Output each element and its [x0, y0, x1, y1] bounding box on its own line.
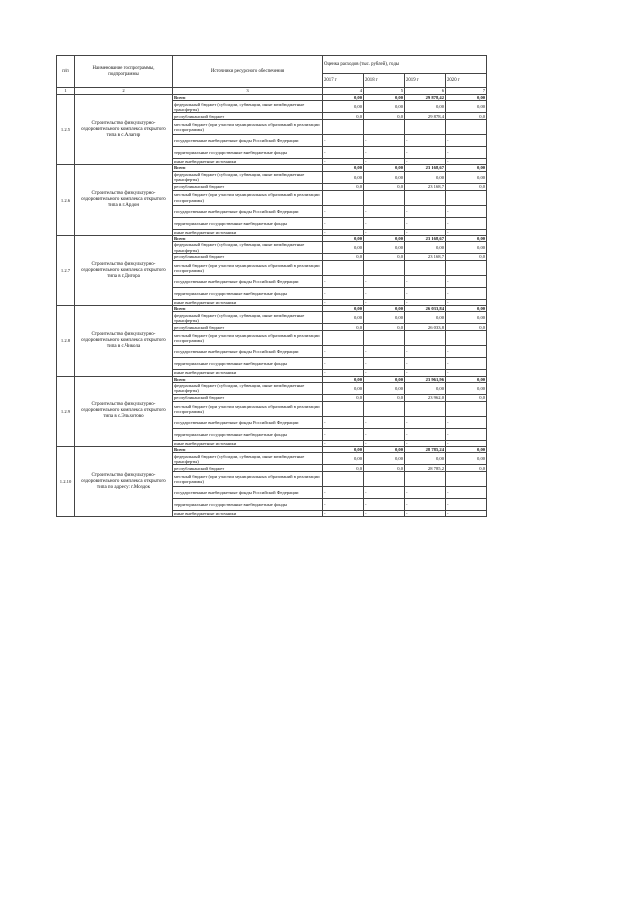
amount-cell: - — [323, 135, 364, 147]
amount-cell: 0,00 — [405, 242, 446, 254]
amount-cell — [364, 401, 405, 416]
amount-cell: - — [364, 159, 405, 165]
amount-cell: 0,0 — [446, 183, 487, 190]
amount-cell: 0,00 — [364, 95, 405, 101]
amount-cell — [446, 472, 487, 487]
amount-cell: - — [446, 346, 487, 358]
amount-cell: - — [446, 217, 487, 229]
amount-cell: 0,00 — [405, 382, 446, 394]
amount-cell: - — [446, 487, 487, 499]
amount-cell: - — [446, 499, 487, 511]
amount-cell — [405, 120, 446, 135]
funding-source: Всего — [173, 235, 323, 241]
amount-cell — [405, 331, 446, 346]
amount-cell: 0,00 — [323, 235, 364, 241]
section-number: 1.2.5 — [57, 95, 75, 165]
amount-cell: - — [364, 217, 405, 229]
amount-cell: 29 878,4 — [405, 113, 446, 120]
amount-cell: - — [364, 499, 405, 511]
section-number: 1.2.10 — [57, 447, 75, 517]
amount-cell: 0,0 — [323, 394, 364, 401]
amount-cell: 0,00 — [446, 242, 487, 254]
amount-cell: - — [446, 440, 487, 446]
amount-cell: - — [405, 440, 446, 446]
amount-cell: 0,00 — [364, 242, 405, 254]
amount-cell: - — [446, 135, 487, 147]
amount-cell: - — [364, 300, 405, 306]
amount-cell: 0,00 — [446, 165, 487, 171]
column-index: 7 — [446, 88, 487, 95]
amount-cell — [364, 190, 405, 205]
amount-cell — [405, 190, 446, 205]
header-year: 2020 г — [446, 74, 487, 88]
column-index: 6 — [405, 88, 446, 95]
funding-source: местный бюджет (при участии муниципальных образований в реализации госпрограммы) — [173, 401, 323, 416]
amount-cell — [323, 472, 364, 487]
section-name: Строительство физкультурно-оздоровительного комплекса открытого типа в с.Чикола — [75, 306, 173, 376]
column-index: 2 — [75, 88, 173, 95]
amount-cell: - — [364, 428, 405, 440]
amount-cell: - — [446, 205, 487, 217]
funding-source: Всего — [173, 376, 323, 382]
funding-source: иные внебюджетные источники — [173, 159, 323, 165]
amount-cell — [446, 261, 487, 276]
amount-cell: 0,0 — [364, 465, 405, 472]
amount-cell: 29 878,42 — [405, 95, 446, 101]
amount-cell: - — [405, 511, 446, 517]
amount-cell: - — [364, 135, 405, 147]
amount-cell: 0,00 — [446, 453, 487, 465]
amount-cell: 23 168,67 — [405, 235, 446, 241]
funding-source: федеральный бюджет (субсидии, субвенции, иные межбюджетные трансферты) — [173, 453, 323, 465]
amount-cell — [323, 401, 364, 416]
amount-cell: - — [323, 428, 364, 440]
funding-source: территориальные государственные внебюджетные фонды — [173, 428, 323, 440]
amount-cell: - — [364, 276, 405, 288]
amount-cell: 0,00 — [323, 312, 364, 324]
amount-cell: 0,00 — [364, 101, 405, 113]
header-row-top — [57, 56, 487, 74]
section-name: Строительство физкультурно-оздоровительного комплекса открытого типа по адресу: г.Моздок — [75, 447, 173, 517]
amount-cell — [405, 261, 446, 276]
column-index: 4 — [323, 88, 364, 95]
amount-cell: 0,00 — [323, 95, 364, 101]
section-name: Строительство физкультурно-оздоровительного комплекса открытого типа в с.Алагир — [75, 95, 173, 165]
amount-cell: - — [323, 499, 364, 511]
amount-cell: - — [446, 511, 487, 517]
amount-cell: 0,00 — [364, 306, 405, 312]
amount-cell: - — [364, 487, 405, 499]
amount-cell: 0,00 — [364, 165, 405, 171]
amount-cell: 0,00 — [323, 382, 364, 394]
amount-cell: 0,0 — [323, 183, 364, 190]
funding-source: местный бюджет (при участии муниципальных образований в реализации госпрограммы) — [173, 190, 323, 205]
header-num: п/п — [57, 56, 75, 88]
amount-cell: 0,00 — [446, 376, 487, 382]
amount-cell: - — [405, 300, 446, 306]
amount-cell: 0,00 — [364, 453, 405, 465]
amount-cell: 0,00 — [446, 306, 487, 312]
funding-source: иные внебюджетные источники — [173, 440, 323, 446]
amount-cell: 28 785,2 — [405, 465, 446, 472]
amount-cell: 0,00 — [446, 95, 487, 101]
amount-cell: 0,00 — [364, 171, 405, 183]
funding-source: иные внебюджетные источники — [173, 229, 323, 235]
amount-cell: 23 168,67 — [405, 165, 446, 171]
amount-cell: 0,0 — [323, 254, 364, 261]
amount-cell: - — [323, 346, 364, 358]
amount-cell: - — [446, 416, 487, 428]
amount-cell: 0,00 — [446, 235, 487, 241]
amount-cell: - — [364, 416, 405, 428]
amount-cell: 23 962,0 — [405, 394, 446, 401]
amount-cell: - — [323, 217, 364, 229]
amount-cell: - — [405, 370, 446, 376]
amount-cell: - — [323, 358, 364, 370]
amount-cell: 0,0 — [364, 113, 405, 120]
amount-cell: - — [364, 370, 405, 376]
amount-cell: 0,0 — [323, 113, 364, 120]
amount-cell: - — [405, 276, 446, 288]
amount-cell: - — [405, 499, 446, 511]
amount-cell: - — [323, 370, 364, 376]
funding-source: территориальные государственные внебюджетные фонды — [173, 499, 323, 511]
amount-cell — [323, 120, 364, 135]
amount-cell — [364, 120, 405, 135]
amount-cell: - — [323, 288, 364, 300]
funding-source: Всего — [173, 95, 323, 101]
amount-cell: 0,00 — [405, 171, 446, 183]
funding-source: Всего — [173, 447, 323, 453]
amount-cell: 0,00 — [364, 235, 405, 241]
funding-source: федеральный бюджет (субсидии, субвенции, иные межбюджетные трансферты) — [173, 101, 323, 113]
header-source: Источники ресурсного обеспечения — [173, 56, 323, 88]
amount-cell — [446, 120, 487, 135]
section-number: 1.2.7 — [57, 235, 75, 305]
column-index: 5 — [364, 88, 405, 95]
amount-cell: - — [323, 147, 364, 159]
amount-cell: - — [446, 288, 487, 300]
amount-cell: - — [405, 147, 446, 159]
amount-cell: 0,0 — [446, 324, 487, 331]
table-body — [57, 56, 487, 517]
header-year: 2017 г — [323, 74, 364, 88]
amount-cell: - — [364, 358, 405, 370]
amount-cell: - — [364, 346, 405, 358]
funding-source: иные внебюджетные источники — [173, 370, 323, 376]
amount-cell: - — [446, 147, 487, 159]
amount-cell: 26 033,84 — [405, 306, 446, 312]
amount-cell — [446, 401, 487, 416]
amount-cell — [364, 261, 405, 276]
funding-source: территориальные государственные внебюджетные фонды — [173, 288, 323, 300]
amount-cell: - — [364, 205, 405, 217]
amount-cell — [405, 401, 446, 416]
section-name: Строительство физкультурно-оздоровительного комплекса открытого типа в г.Ардон — [75, 165, 173, 235]
budget-table-sheet — [56, 55, 486, 517]
amount-cell — [364, 331, 405, 346]
amount-cell: 0,00 — [446, 382, 487, 394]
section-name: Строительство физкультурно-оздоровительного комплекса открытого типа в г.Дигора — [75, 235, 173, 305]
amount-cell: - — [323, 487, 364, 499]
section-name: Строительство физкультурно-оздоровительного комплекса открытого типа в с.Эльхотово — [75, 376, 173, 446]
funding-source: иные внебюджетные источники — [173, 300, 323, 306]
section-number: 1.2.9 — [57, 376, 75, 446]
funding-source: иные внебюджетные источники — [173, 511, 323, 517]
funding-source: Всего — [173, 165, 323, 171]
amount-cell: 0,0 — [364, 394, 405, 401]
amount-cell: 0,0 — [364, 254, 405, 261]
amount-cell: - — [446, 229, 487, 235]
amount-cell: - — [405, 346, 446, 358]
amount-cell: - — [323, 229, 364, 235]
amount-cell: 0,00 — [323, 101, 364, 113]
funding-source: Всего — [173, 306, 323, 312]
funding-source: территориальные государственные внебюджетные фонды — [173, 217, 323, 229]
funding-source: территориальные государственные внебюджетные фонды — [173, 358, 323, 370]
funding-source: государственные внебюджетные фонды Российской Федерации — [173, 276, 323, 288]
funding-source: государственные внебюджетные фонды Российской Федерации — [173, 487, 323, 499]
amount-cell: - — [405, 135, 446, 147]
amount-cell — [323, 331, 364, 346]
amount-cell: 0,00 — [323, 376, 364, 382]
amount-cell: - — [323, 300, 364, 306]
amount-cell: 0,00 — [323, 306, 364, 312]
amount-cell: - — [446, 159, 487, 165]
amount-cell — [405, 472, 446, 487]
amount-cell: - — [446, 276, 487, 288]
amount-cell: - — [405, 288, 446, 300]
funding-source: федеральный бюджет (субсидии, субвенции, иные межбюджетные трансферты) — [173, 312, 323, 324]
section-number: 1.2.6 — [57, 165, 75, 235]
header-year: 2019 г — [405, 74, 446, 88]
funding-source: государственные внебюджетные фонды Российской Федерации — [173, 416, 323, 428]
amount-cell: - — [405, 428, 446, 440]
funding-source: республиканский бюджет — [173, 183, 323, 190]
amount-cell: - — [446, 358, 487, 370]
amount-cell: 0,0 — [446, 465, 487, 472]
amount-cell: 0,0 — [446, 113, 487, 120]
amount-cell: - — [323, 416, 364, 428]
amount-cell: - — [364, 229, 405, 235]
header-estimate: Оценка расходов (тыс. рублей), годы — [323, 56, 487, 74]
amount-cell: 0,00 — [364, 312, 405, 324]
amount-cell: - — [364, 288, 405, 300]
amount-cell: - — [364, 440, 405, 446]
amount-cell: - — [405, 229, 446, 235]
amount-cell: 0,00 — [323, 453, 364, 465]
amount-cell: - — [323, 440, 364, 446]
amount-cell: 0,0 — [446, 394, 487, 401]
funding-source: государственные внебюджетные фонды Российской Федерации — [173, 205, 323, 217]
funding-source: федеральный бюджет (субсидии, субвенции, иные межбюджетные трансферты) — [173, 171, 323, 183]
amount-cell: 0,00 — [323, 447, 364, 453]
amount-cell: 0,00 — [364, 382, 405, 394]
amount-cell: 0,0 — [323, 324, 364, 331]
column-index: 3 — [173, 88, 323, 95]
amount-cell: 0,00 — [323, 171, 364, 183]
funding-source: республиканский бюджет — [173, 254, 323, 261]
amount-cell: - — [446, 300, 487, 306]
amount-cell: - — [446, 428, 487, 440]
amount-cell: 0,00 — [364, 447, 405, 453]
header-name: Наименование госпрограммы, подпрограммы — [75, 56, 173, 88]
amount-cell: - — [323, 205, 364, 217]
amount-cell: 0,0 — [446, 254, 487, 261]
funding-source: федеральный бюджет (субсидии, субвенции, иные межбюджетные трансферты) — [173, 242, 323, 254]
amount-cell: 0,00 — [405, 453, 446, 465]
funding-source: республиканский бюджет — [173, 324, 323, 331]
amount-cell: - — [323, 511, 364, 517]
funding-source: местный бюджет (при участии муниципальных образований в реализации госпрограммы) — [173, 120, 323, 135]
amount-cell — [364, 472, 405, 487]
section-number: 1.2.8 — [57, 306, 75, 376]
column-index: 1 — [57, 88, 75, 95]
amount-cell: 26 033,8 — [405, 324, 446, 331]
amount-cell: 0,00 — [446, 447, 487, 453]
amount-cell — [446, 190, 487, 205]
amount-cell: - — [405, 416, 446, 428]
amount-cell: 0,00 — [364, 376, 405, 382]
amount-cell: 0,00 — [446, 101, 487, 113]
amount-cell: 0,00 — [323, 165, 364, 171]
amount-cell: 0,00 — [323, 242, 364, 254]
amount-cell: - — [405, 358, 446, 370]
header-year: 2018 г — [364, 74, 405, 88]
funding-source: государственные внебюджетные фонды Российской Федерации — [173, 346, 323, 358]
funding-source: территориальные государственные внебюджетные фонды — [173, 147, 323, 159]
funding-source: республиканский бюджет — [173, 465, 323, 472]
column-index-row — [57, 88, 487, 95]
amount-cell: - — [405, 205, 446, 217]
amount-cell: - — [364, 147, 405, 159]
amount-cell: 0,0 — [364, 183, 405, 190]
amount-cell — [323, 261, 364, 276]
amount-cell: 0,0 — [364, 324, 405, 331]
funding-source: государственные внебюджетные фонды Российской Федерации — [173, 135, 323, 147]
amount-cell: - — [446, 370, 487, 376]
amount-cell: - — [405, 217, 446, 229]
amount-cell: 23 961,96 — [405, 376, 446, 382]
amount-cell — [446, 331, 487, 346]
amount-cell: 28 785,24 — [405, 447, 446, 453]
funding-source: местный бюджет (при участии муниципальных образований в реализации госпрограммы) — [173, 261, 323, 276]
amount-cell: 0,00 — [405, 312, 446, 324]
amount-cell: 23 168,7 — [405, 183, 446, 190]
amount-cell: 0,00 — [446, 171, 487, 183]
amount-cell: 0,00 — [446, 312, 487, 324]
amount-cell: - — [323, 159, 364, 165]
amount-cell: 0,00 — [405, 101, 446, 113]
amount-cell — [323, 190, 364, 205]
amount-cell: - — [364, 511, 405, 517]
funding-source: местный бюджет (при участии муниципальных образований в реализации госпрограммы) — [173, 472, 323, 487]
funding-source: республиканский бюджет — [173, 113, 323, 120]
funding-source: республиканский бюджет — [173, 394, 323, 401]
funding-source: федеральный бюджет (субсидии, субвенции, иные межбюджетные трансферты) — [173, 382, 323, 394]
amount-cell: 23 168,7 — [405, 254, 446, 261]
amount-cell: 0,0 — [323, 465, 364, 472]
budget-table — [56, 55, 487, 517]
amount-cell: - — [323, 276, 364, 288]
amount-cell: - — [405, 487, 446, 499]
amount-cell: - — [405, 159, 446, 165]
funding-source: местный бюджет (при участии муниципальных образований в реализации госпрограммы) — [173, 331, 323, 346]
